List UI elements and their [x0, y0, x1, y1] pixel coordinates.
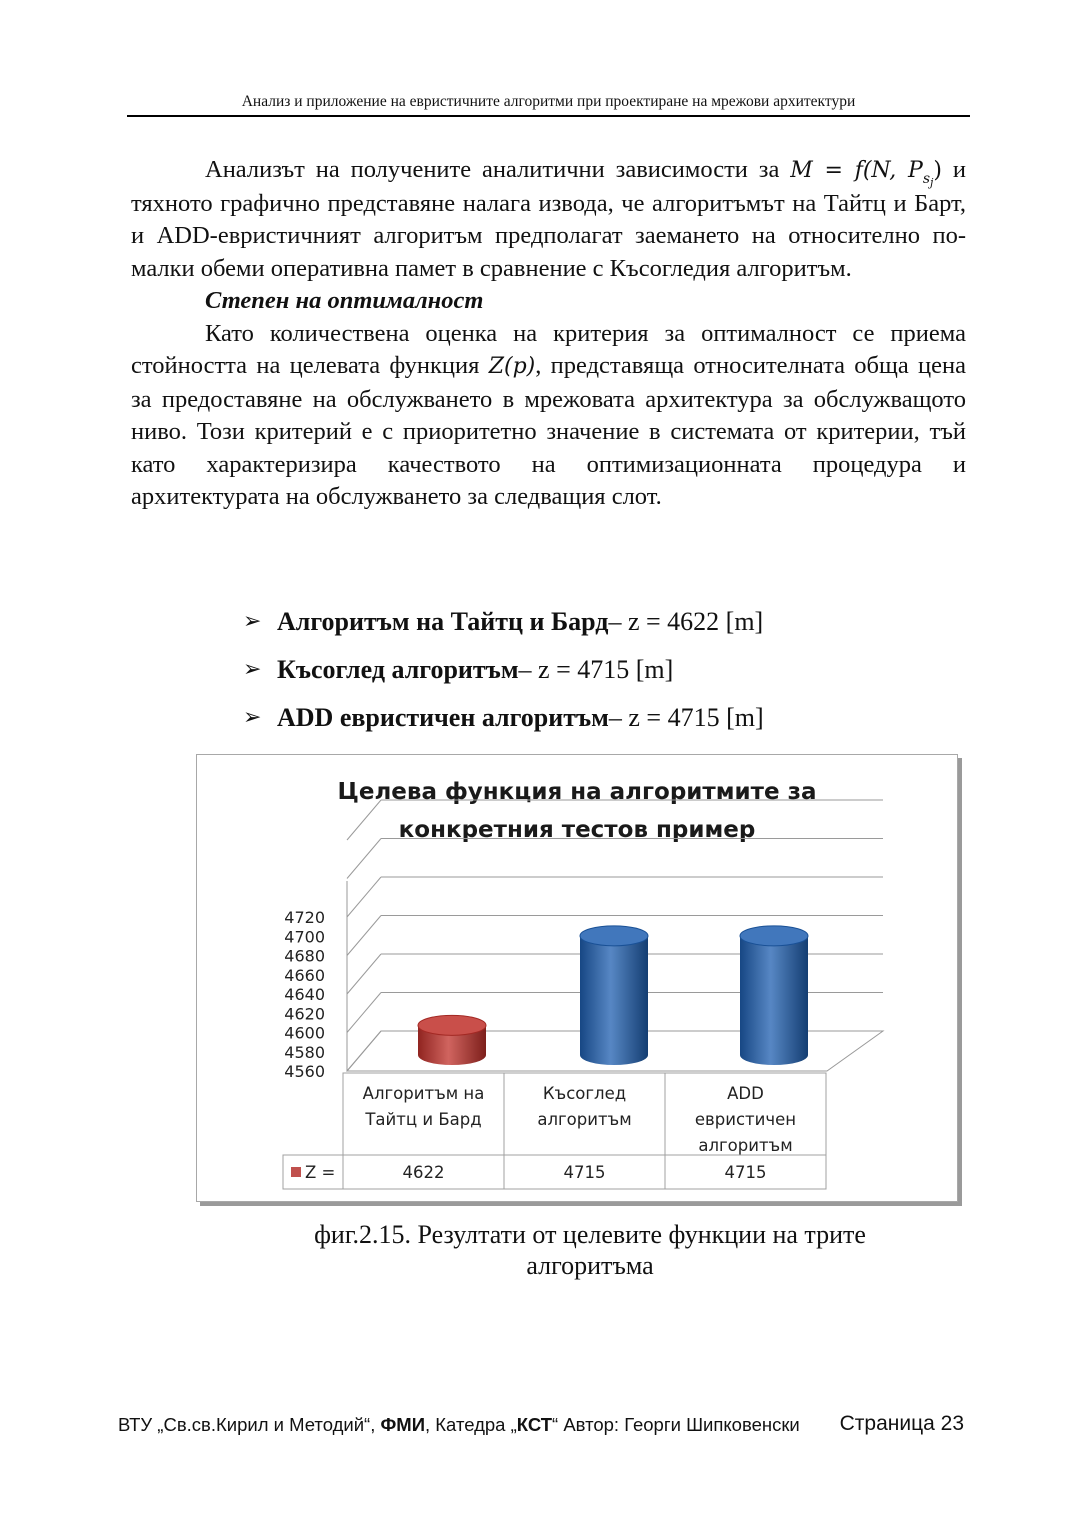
paragraph-1 — [131, 154, 966, 285]
bar-cylinder-top — [418, 1015, 486, 1035]
y-tick-label: 4640 — [284, 985, 325, 1004]
data-table-value: 4622 — [402, 1163, 445, 1182]
footer-university: ВТУ „Св.св.Кирил и Методий“, — [118, 1414, 381, 1435]
category-label: евристичен — [694, 1110, 797, 1129]
formula-m — [790, 158, 943, 189]
chart-figure — [196, 754, 958, 1202]
results-list — [243, 598, 764, 742]
page-footer — [118, 1414, 964, 1436]
gridline-depth — [347, 993, 381, 1033]
y-tick-label: 4580 — [284, 1042, 325, 1062]
bar-cylinder-body — [580, 936, 648, 1065]
gridline-depth — [347, 839, 381, 879]
list-item-value: – z = 4715 [m] — [518, 655, 674, 684]
footer-left — [118, 1414, 800, 1436]
list-item-value: – z = 4622 [m] — [608, 607, 764, 636]
list-item-label: ADD евристичен алгоритъм — [277, 703, 609, 732]
data-table-value: 4715 — [563, 1163, 606, 1182]
gridline-depth — [347, 954, 381, 994]
y-tick-label: 4600 — [284, 1023, 325, 1043]
chart-title-line-1: Целева функция на алгоритмите за — [337, 779, 817, 805]
category-label: Алгоритъм на — [362, 1084, 485, 1103]
section-subheading: Степен на оптималност — [205, 287, 484, 314]
list-item — [243, 646, 764, 694]
footer-dept-label: , Катедра „ — [425, 1414, 517, 1435]
formula-m-rhs: f(N, P — [854, 158, 923, 183]
figure-caption — [240, 1219, 940, 1281]
category-label: алгоритъм — [698, 1136, 793, 1155]
gridline-depth — [347, 916, 381, 956]
formula-m-lhs: M — [790, 158, 813, 183]
y-tick-label: 4620 — [284, 1004, 325, 1024]
legend-swatch — [291, 1167, 301, 1177]
paragraph-1-rest: и тяхното графично представяне налага извода, че алгоритъмът на Тайтц и Барт, и ADD-евристичният алгоритъм предполагат заемането на относително по-малки обеми оперативна памет в сравнение с Късогледия алгоритъм. — [131, 156, 967, 282]
paragraph-2-rest: , представяща относителната обща цена за предоставяне на обслужването в мрежовата архитектура за обслужващото ниво. Този критерий е с приоритетно значение в системата от критерии, тъй като характеризира качеството на оптимизационната процедура и архитектурата на обслужването за следващия слот. — [131, 352, 966, 510]
page-number: Страница 23 — [839, 1412, 964, 1435]
caption-line-1: фиг.2.15. Резултати от целевите функции на трите — [314, 1220, 866, 1249]
data-table-value: 4715 — [724, 1163, 767, 1182]
y-tick-label: 4700 — [284, 927, 325, 947]
footer-author: “ Автор: Георги Шипковенски — [552, 1414, 800, 1435]
y-tick-label: 4660 — [284, 965, 325, 985]
running-header: Анализ и приложение на евристичните алгоритми при проектиране на мрежови архитектури — [241, 93, 856, 110]
chart-title-line-2: конкретния тестов пример — [398, 817, 756, 843]
formula-m-close: ) — [933, 158, 943, 183]
arrow-bullet-icon: ➢ — [243, 657, 262, 682]
bar-cylinder-body — [740, 936, 808, 1065]
bar-cylinder-top — [740, 926, 808, 946]
category-label: ADD — [727, 1084, 764, 1103]
paragraph-2-lead: Като количествена оценка на критерия за оптималност се приема стойността на целевата функция — [131, 319, 966, 379]
list-item — [243, 694, 764, 742]
body-text — [131, 154, 966, 514]
category-label: алгоритъм — [537, 1110, 632, 1129]
y-tick-label: 4560 — [284, 1062, 325, 1081]
list-item-label: Късоглед алгоритъм — [277, 655, 519, 684]
footer-dept: КСТ — [516, 1414, 553, 1435]
chart-canvas — [197, 755, 957, 1201]
list-item-value: – z = 4715 [m] — [608, 703, 764, 732]
paragraph-2 — [131, 318, 966, 514]
formula-m-subsub: j — [930, 176, 934, 189]
gridline-depth — [347, 800, 381, 840]
bar-cylinder-top — [580, 926, 648, 946]
footer-faculty: ФМИ — [380, 1414, 425, 1435]
header-rule — [127, 115, 970, 117]
formula-z: Z(p) — [488, 354, 536, 379]
category-label: Късоглед — [542, 1084, 627, 1103]
y-tick-label: 4720 — [284, 908, 325, 927]
y-tick-label: 4680 — [284, 946, 325, 966]
legend-label: Z = — [305, 1163, 336, 1182]
list-item-label: Алгоритъм на Тайтц и Бард — [277, 607, 609, 636]
arrow-bullet-icon: ➢ — [243, 705, 262, 730]
formula-m-sub: s — [922, 171, 930, 187]
gridline-depth — [347, 877, 381, 917]
paragraph-1-lead: Анализът на получените аналитични зависимости за — [205, 156, 791, 183]
formula-m-eq: = — [812, 158, 855, 183]
caption-line-2: алгоритъма — [526, 1251, 654, 1280]
arrow-bullet-icon: ➢ — [243, 609, 262, 634]
category-label: Тайтц и Бард — [365, 1110, 482, 1129]
list-item — [243, 598, 764, 646]
